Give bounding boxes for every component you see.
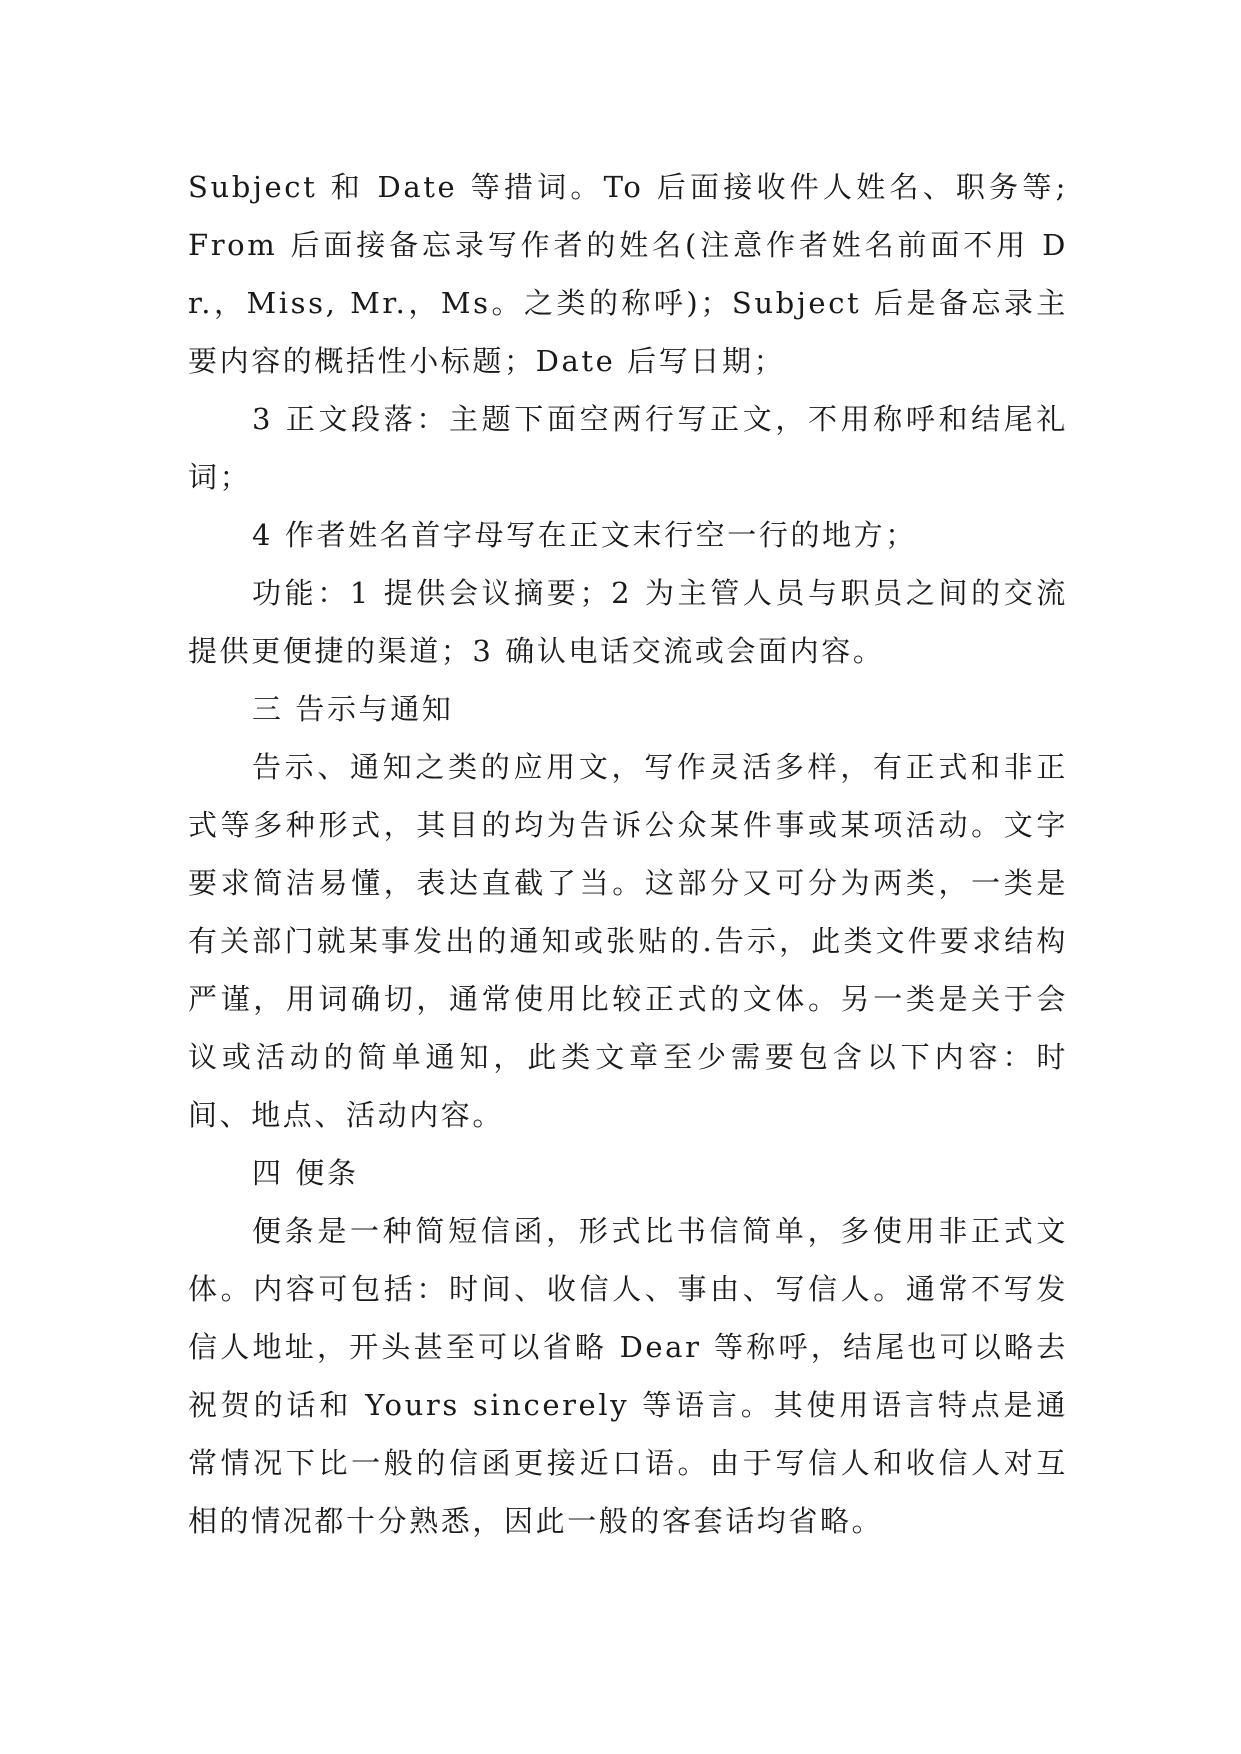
- document-body: [188, 158, 1068, 1550]
- paragraph-body-section: 3 正文段落：主题下面空两行写正文，不用称呼和结尾礼词；: [188, 402, 1068, 494]
- heading-note: 四 便条: [252, 1156, 359, 1190]
- paragraph-note-description: 便条是一种简短信函，形式比书信简单，多使用非正式文体。内容可包括：时间、收信人、事由、写信人。通常不写发信人地址，开头甚至可以省略 Dear 等称呼，结尾也可以略去祝贺的话和 Yours sincerely 等语言。其使用语言特点是通常情况下比一般的信函更接近口语。由于写信人和收信人对互相的情况都十分熟悉，因此一般的客套话均省略。: [188, 1214, 1068, 1538]
- paragraph-notice-description: 告示、通知之类的应用文，写作灵活多样，有正式和非正式等多种形式，其目的均为告诉公众某件事或某项活动。文字要求简洁易懂，表达直截了当。这部分又可分为两类，一类是有关部门就某事发出的通知或张贴的.告示，此类文件要求结构严谨，用词确切，通常使用比较正式的文体。另一类是关于会议或活动的简单通知，此类文章至少需要包含以下内容：时间、地点、活动内容。: [188, 750, 1068, 1132]
- heading-notice: 三 告示与通知: [252, 692, 454, 726]
- paragraph-author-initials: 4 作者姓名首字母写在正文末行空一行的地方；: [252, 518, 917, 552]
- paragraph-functions: 功能：1 提供会议摘要；2 为主管人员与职员之间的交流提供更便捷的渠道；3 确认电话交流或会面内容。: [188, 576, 1068, 668]
- paragraph-memo-format: Subject 和 Date 等措词。To 后面接收件人姓名、职务等; From 后面接备忘录写作者的姓名(注意作者姓名前面不用 Dr.，Miss, Mr.，Ms。之类的称呼)；Subject 后是备忘录主要内容的概括性小标题；Date 后写日期；: [188, 170, 1068, 378]
